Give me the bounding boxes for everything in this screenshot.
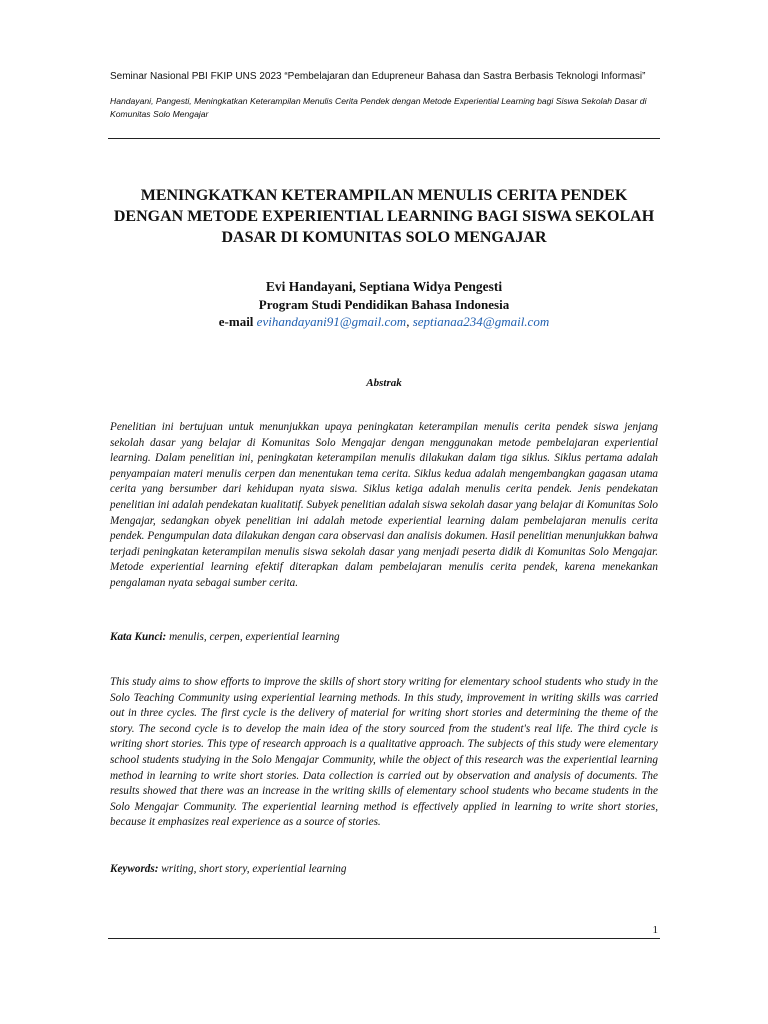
keywords-label-en: Keywords: (110, 863, 159, 875)
email-link-2[interactable]: septianaa234@gmail.com (412, 314, 550, 329)
keywords-label-id: Kata Kunci: (110, 631, 167, 643)
abstract-english: This study aims to show efforts to improve the skills of short story writing for elementary school students who study in the Solo Teaching Community using experiential learning methods. In this study, improvement in writing skills was carried out in three cycles. The first cycle is the delivery of material for writing short stories and determining the theme of the story. The second cycle is to develop the main idea of the story sourced from the student's real life. The third cycle is writing short stories. This type of research approach is a qualitative approach. The subjects of this study were elementary school students studying in the Solo Mengajar Community, while the object of this research was the experiential learning method in learning to write short stories. Data collection is carried out by observation and analysis of documents. The results showed that there was an increase in the writing skills of elementary school students who became students in the Solo Mengajar Community. The experiential learning method is effectively applied in learning to write short stories, because it emphasizes real experience as a source of stories. (110, 676, 658, 829)
paper-title: MENINGKATKAN KETERAMPILAN MENULIS CERITA PENDEK DENGAN METODE EXPERIENTIAL LEARNING BAGI SISWA SEKOLAH DASAR DI KOMUNITAS SOLO MENGAJAR (113, 187, 655, 246)
header-divider (108, 138, 660, 139)
author-affiliation: Program Studi Pendidikan Bahasa Indonesia (258, 297, 510, 312)
page-number: 1 (652, 924, 658, 936)
footer-divider (108, 938, 660, 939)
email-link-1[interactable]: evihandayani91@gmail.com (256, 314, 407, 329)
abstract-indonesian: Penelitian ini bertujuan untuk menunjukkan upaya peningkatan keterampilan menulis cerita pendek siswa jenjang sekolah dasar yang belajar di Komunitas Solo Mengajar dengan menggunakan metode pembelajaran experiential learning. Dalam penelitian ini, peningkatan keterampilan menulis dilakukan dalam tiga siklus. Siklus pertama adalah penyampaian materi menulis cerpen dan menentukan tema cerita. Siklus kedua adalah mengembangkan gagasan utama cerita yang bersumber dari kehidupan nyata siswa. Siklus ketiga adalah menulis cerita pendek. Jenis pendekatan penelitian ini adalah pendekatan kualitatif. Subyek penelitian adalah siswa sekolah dasar yang belajar di Komunitas Solo Mengajar, sedangkan obyek penelitian ini adalah metode experiential learning dalam pembelajaran menulis cerita pendek. Pengumpulan data dilakukan dengan cara observasi dan analisis dokumen. Hasil penelitian menunjukkan bahwa terjadi peningkatan keterampilan menulis siswa sekolah dasar yang menjadi peserta didik di Komunitas Solo Mengajar. Metode experiential learning efektif diterapkan dalam pembelajaran menulis cerita pendek, karena menekankan pengalaman nyata sebagai sumber cerita. (110, 421, 658, 589)
keywords-value-id: menulis, cerpen, experiential learning (166, 631, 340, 643)
email-separator: , (406, 314, 413, 329)
paper-authors: Evi Handayani, Septiana Widya Pengesti (265, 279, 503, 294)
seminar-header: Seminar Nasional PBI FKIP UNS 2023 “Pembelajaran dan Edupreneur Bahasa dan Sastra Berbasis Teknologi Informasi” (110, 71, 646, 82)
running-citation: Handayani, Pangesti, Meningkatkan Keterampilan Menulis Cerita Pendek dengan Metode Experiential Learning bagi Siswa Sekolah Dasar di Komunitas Solo Mengajar (110, 96, 647, 119)
keywords-english (110, 862, 658, 877)
keywords-indonesian (110, 630, 658, 645)
email-label: e-mail (218, 314, 257, 329)
keywords-value-en: writing, short story, experiential learning (158, 863, 347, 875)
abstract-heading: Abstrak (366, 377, 402, 389)
email-line (110, 313, 658, 331)
